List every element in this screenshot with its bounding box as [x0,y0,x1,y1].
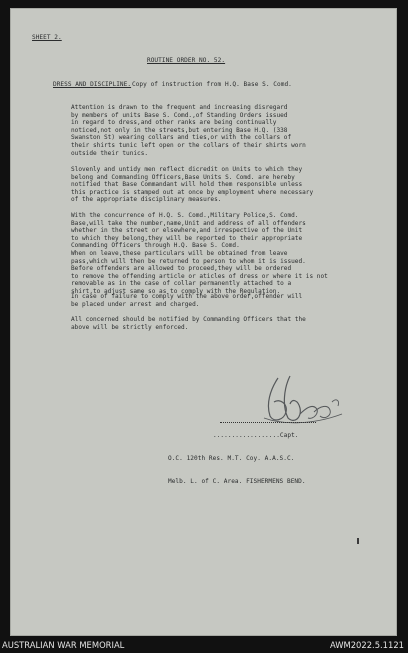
text-line: noticed,not only in the streets,but entering Base H.Q. (338 [71,126,288,134]
document-page [10,8,397,636]
text-line: With the concurrence of H.Q. S. Comd.,Military Police,S. Comd. [71,212,299,219]
signature-rank-line: ..................Capt. [213,432,299,440]
text-line: Swanston St) wearing collars and ties,or with the collars of [71,134,292,142]
section-subheading: Copy of instruction from H.Q. Base S. Comd. [132,81,292,88]
text-line: of the appropriate disciplinary measures. [71,196,222,204]
pencil-mark [357,538,359,544]
text-line: Before offenders are allowed to proceed,they will be ordered [71,265,292,273]
text-line: outside their tunics. [71,149,149,157]
text-line: Attention is drawn to the frequent and increasing disregard [71,104,288,111]
paragraph-failure [71,293,391,308]
text-line: to which they belong,they will be reported to their appropriate [71,234,303,242]
paragraph-enforcement [71,316,391,331]
text-line: Base,will take the number,name,Unit and address of all offenders [71,219,306,227]
paragraph-attention [71,104,391,157]
archive-credit: AUSTRALIAN WAR MEMORIAL [2,640,125,650]
paragraph-slovenly [71,166,391,204]
paragraph-concurrence [71,212,391,296]
signature-block [168,417,306,501]
section-heading: DRESS AND DISCIPLINE. [53,81,132,88]
text-line: Commanding Officers through H.Q. Base S. Comd. [71,242,240,250]
text-line: by members of units Base S. Comd.,of Standing Orders issued [71,111,288,119]
text-line: whether in the street or elsewhere,and irrespective of the Unit [71,227,303,235]
text-line: Slovenly and untidy men reflect dicredit on Units to which they [71,166,303,173]
text-line: notified that Base Commandant will hold them responsible unless [71,181,303,189]
text-line: their shirts tunic left open or the collars of their shirts worn [71,141,306,149]
text-line: be placed under arrest and charged. [71,300,200,308]
text-line: pass,which will then be returned to person to whom it is issued. [71,257,306,265]
text-line: to remove the offending article or aticles of dress or where it is not [71,272,328,280]
text-line: shirt,to adjust same so as to comply with the Regulation. [71,287,281,295]
text-line: All concerned should be notified by Commanding Officers that the [71,316,306,323]
text-line: this practice is stamped out at once by employment where necessary [71,188,314,196]
text-line: removable as in the case of collar permanently attached to a [71,280,292,288]
text-line: in regard to dress,and other ranks are being continually [71,119,277,127]
text-line: In case of failure to comply with the above order,offender will [71,293,303,300]
sheet-number: SHEET 2. [32,34,62,41]
signature-location-line: Melb. L. of C. Area. FISHERMENS BEND. [168,477,306,485]
signature-unit-line: O.C. 120th Res. M.T. Coy. A.A.S.C. [168,454,295,462]
order-title: ROUTINE ORDER NO. 52. [147,57,226,64]
accession-number: AWM2022.5.1121 [329,640,404,650]
text-line: When on leave,these particulars will be obtained from leave [71,249,288,257]
text-line: belong and Commanding Officers,Base Units S. Comd. are hereby [71,173,295,181]
archive-footer [0,638,408,653]
text-line: above will be strictly enforced. [71,323,189,331]
